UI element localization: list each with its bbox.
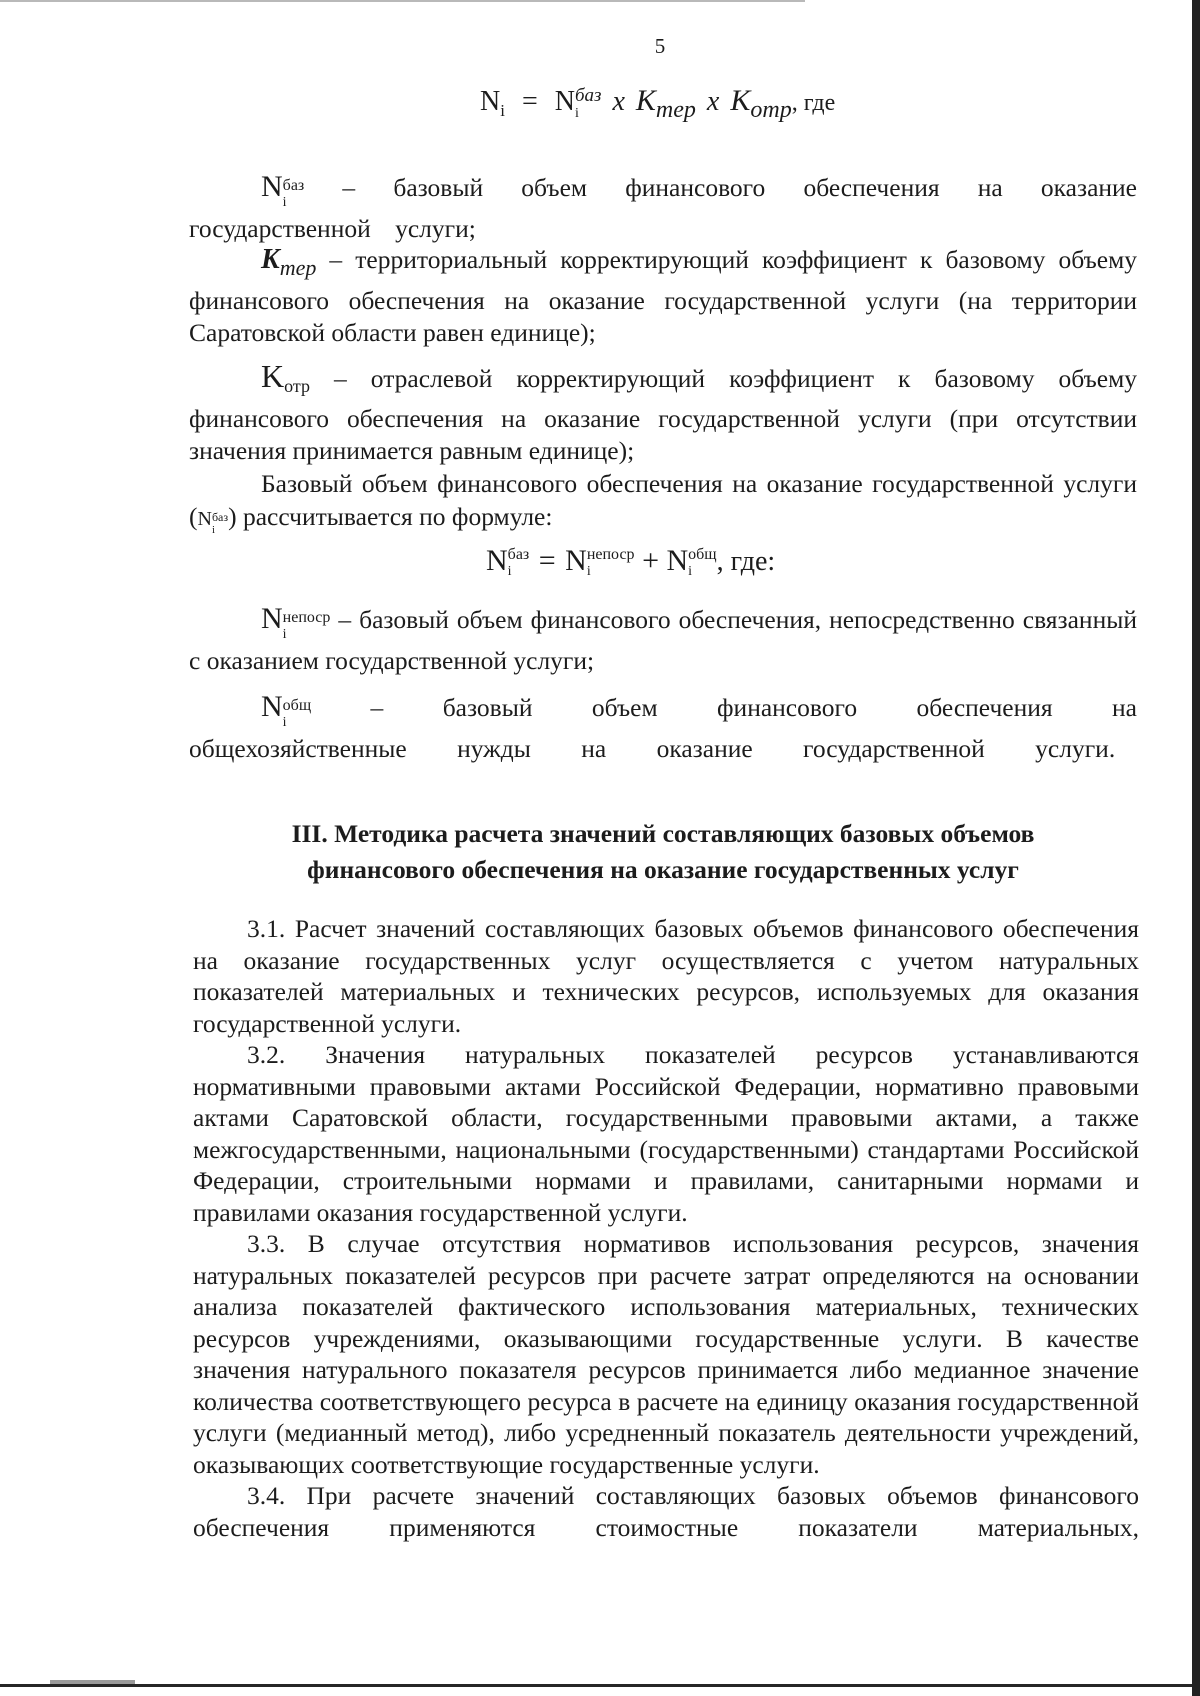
scan-top-edge (0, 0, 805, 2)
f2-lhs: N (486, 544, 508, 577)
scan-corner-mark (50, 1680, 135, 1684)
f2-lhs-sub: i (507, 564, 512, 580)
section-heading-line1: III. Методика расчета значений составляющих базовых объемов (291, 819, 1035, 848)
f2-term1-indices (587, 547, 635, 579)
scan-right-edge (1192, 0, 1200, 1696)
paragraph-3-2: 3.2. Значения натуральных показателей ресурсов устанавливаются нормативными правовыми актами Российской Федерации, нормативно правовыми актами Саратовской области, государственными правовыми актами, а также межгосударственными, национальными (государственными) стандартами Российской Федерации, строительными нормами и правилами, санитарными нормами и правилами оказания государственной услуги. (193, 1040, 1139, 1227)
def-sub-k-ter: тер (279, 255, 317, 280)
definition-n-direct (189, 600, 1137, 679)
formula-base-volume (486, 546, 775, 579)
def-symbol: N (261, 170, 283, 203)
formula-tail: , где (791, 90, 836, 116)
paragraph-3-3: 3.3. В случае отсутствия нормативов использования ресурсов, значения натуральных показателей ресурсов при расчете затрат определяются на основании анализа показателей фактического использования материальных, технических ресурсов учреждениями, оказывающими государственные услуги. В качестве значения натурального показателя ресурсов принимается либо медианное значение количества соответствующего ресурса в расчете на единицу оказания государственной услуги (медианный метод), либо усредненный показатель деятельности учреждений, оказывающих соответствующие государственные услуги. (193, 1229, 1139, 1479)
def-sub-k-otr: отр (284, 376, 310, 396)
def3-sub: i (282, 715, 287, 730)
def-sup: баз (282, 177, 305, 194)
formula-equals: = (521, 86, 538, 117)
definition-k-otr (189, 360, 1137, 468)
definition-n-base (189, 168, 1137, 247)
def-text-k-otr: – отраслевой корректирующий коэффициент к базовому объему финансового обеспечения на оказание государственной услуги (при отсутствии значения принимается равным единице); (189, 364, 1137, 465)
section-heading-line2: финансового обеспечения на оказание государственных услуг (307, 855, 1019, 884)
def-symbol-k-ter: K (261, 244, 280, 275)
def-text-k-ter: – территориальный корректирующий коэффициент к базовому объему финансового обеспечения на оказание государственной услуги (на территории Саратовской области равен единице); (189, 245, 1137, 347)
f2-lhs-sup: баз (507, 546, 530, 564)
f2-equals: = (538, 544, 556, 577)
base-formula-intro (189, 467, 1137, 536)
def-sub: i (282, 195, 287, 210)
f2-term2-sup: общ (688, 546, 717, 564)
formula-base-indices (575, 86, 601, 121)
def-indices (283, 178, 305, 210)
formula-lhs-sub: i (500, 101, 505, 120)
body-text (193, 913, 1139, 1543)
scan-bottom-edge (0, 1684, 1192, 1687)
f2-term1-sup: непоср (586, 546, 635, 564)
formula-base-sub: i (575, 106, 579, 122)
f2-tail: , где: (716, 546, 776, 577)
def-text: – базовый объем финансового обеспечения на оказание государственной услуги; (189, 173, 1137, 243)
definition-k-ter (189, 244, 1137, 350)
formula-times-2: x (706, 86, 720, 117)
f2-term2-sub: i (688, 564, 693, 580)
paragraph-3-4: 3.4. При расчете значений составляющих базовых объемов финансового обеспечения применяются стоимостные показатели материальных, (193, 1481, 1139, 1542)
def3-indices (283, 698, 311, 730)
def2-sup: непоср (282, 609, 331, 626)
def2-symbol: N (261, 602, 283, 635)
def3-text: – базовый объем финансового обеспечения на общехозяйственные нужды на оказание государственной услуги. (189, 693, 1137, 763)
f2-term1: N (565, 544, 587, 577)
def3-symbol: N (261, 690, 283, 723)
f2-plus: + (642, 544, 659, 577)
formula-k-otr: K (730, 84, 751, 117)
def2-text: – базовый объем финансового обеспечения, непосредственно связанный с оказанием государственной услуги; (189, 605, 1137, 675)
formula-k-ter-sub: тер (655, 97, 696, 123)
f2-term2: N (666, 544, 689, 577)
formula-base-sup: баз (575, 85, 602, 107)
intro-text-after: ) рассчитывается по формуле: (228, 502, 553, 531)
page-number: 5 (654, 34, 666, 58)
formula-k-ter: K (635, 84, 656, 117)
f2-term2-indices (688, 547, 716, 579)
formula-base-symbol: N (554, 86, 575, 117)
def-symbol-k-otr: K (261, 358, 285, 394)
definition-n-general (189, 688, 1137, 767)
intro-sub: i (211, 524, 216, 536)
intro-sup: баз (211, 510, 229, 524)
formula-lhs-symbol: N (480, 86, 501, 117)
paragraph-3-1: 3.1. Расчет значений составляющих базовых объемов финансового обеспечения на оказание государственных услуг осуществляется с учетом натуральных показателей материальных и технических ресурсов, используемых для оказания государственной услуги. (193, 914, 1139, 1038)
f2-lhs-indices (508, 547, 530, 579)
intro-text-before: Базовый объем финансового обеспечения на оказание государственной услуги ( (189, 469, 1137, 531)
section-heading (190, 816, 1136, 888)
def3-sup: общ (282, 697, 312, 714)
intro-indices (212, 511, 228, 536)
formula-k-otr-sub: отр (750, 97, 792, 123)
f2-term1-sub: i (586, 564, 591, 580)
formula-normative-cost (480, 86, 835, 122)
intro-symbol: N (197, 508, 212, 530)
formula-times-1: x (612, 86, 625, 117)
def2-sub: i (282, 627, 287, 642)
def2-indices (283, 610, 331, 642)
